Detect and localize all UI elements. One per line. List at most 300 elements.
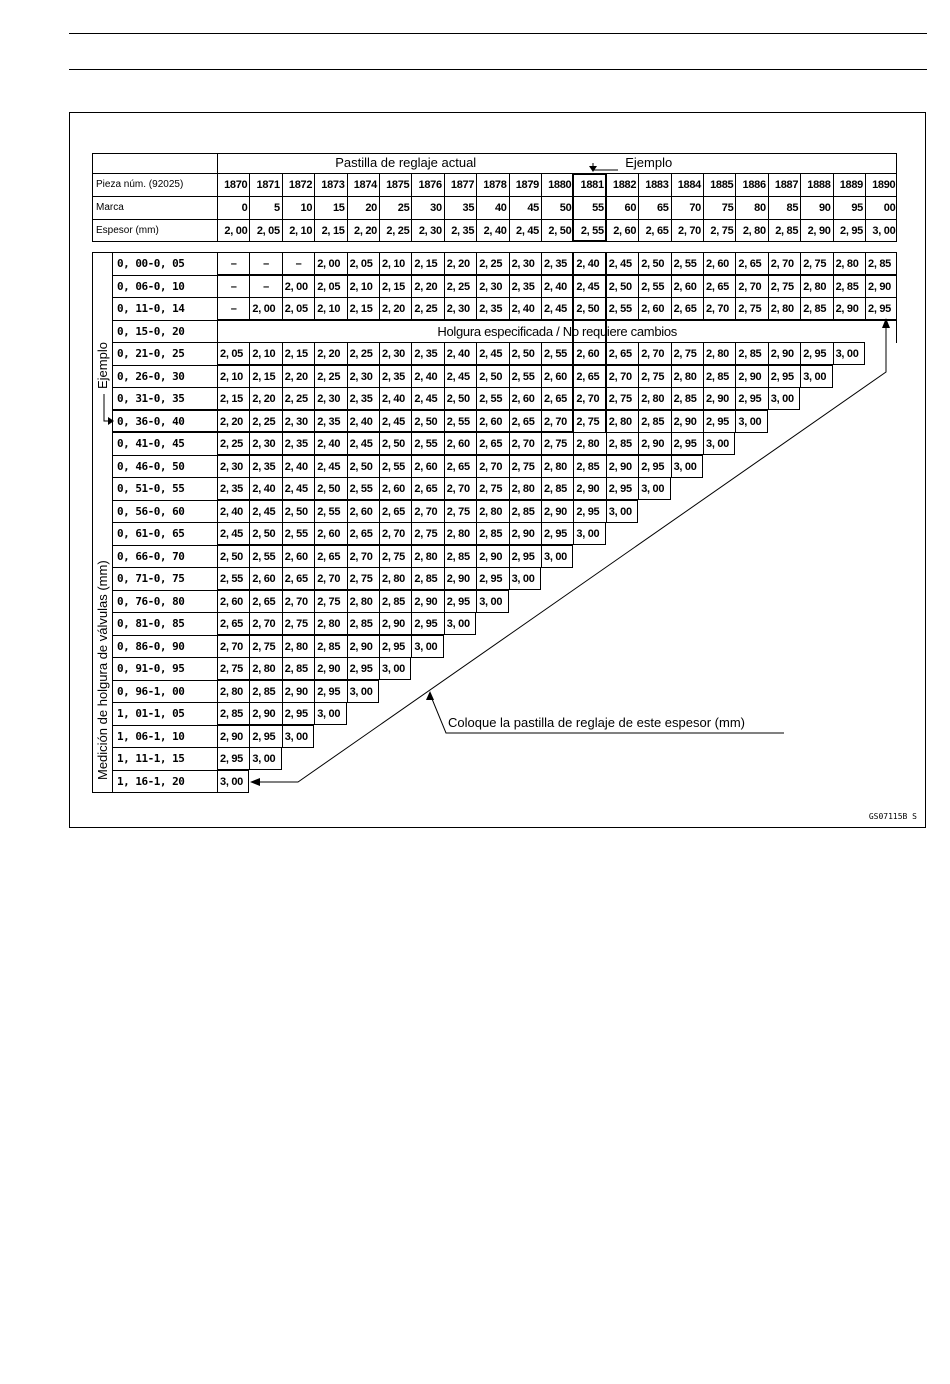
clearance-cell: 2, 95 [865, 297, 897, 320]
clearance-cell: 2, 70 [347, 545, 379, 568]
clearance-cell: 2, 95 [379, 635, 411, 658]
clearance-cell: 2, 90 [541, 500, 573, 523]
clearance-cell: 2, 65 [703, 275, 735, 298]
clearance-cell: 2, 95 [800, 342, 832, 365]
clearance-row-label: 0, 71-0, 75 [112, 567, 217, 590]
clearance-cell: 3, 00 [703, 432, 735, 455]
clearance-cell: 2, 85 [541, 477, 573, 500]
clearance-cell: 2, 90 [606, 455, 638, 478]
header-thickness-cell: 2, 30 [411, 219, 443, 242]
clearance-cell: 2, 65 [573, 365, 605, 388]
clearance-cell: 2, 00 [282, 275, 314, 298]
clearance-cell: 2, 55 [249, 545, 281, 568]
clearance-cell: 2, 50 [509, 342, 541, 365]
clearance-cell: 2, 45 [411, 387, 443, 410]
clearance-cell: 2, 95 [509, 545, 541, 568]
clearance-cell: 2, 60 [347, 500, 379, 523]
clearance-cell: 2, 55 [314, 500, 346, 523]
header-highlight-box [572, 173, 606, 242]
clearance-cell: 2, 25 [347, 342, 379, 365]
figure-code: GS07115B S [868, 812, 917, 821]
clearance-cell: 2, 60 [282, 545, 314, 568]
clearance-cell: 2, 20 [444, 252, 476, 275]
clearance-cell: – [282, 252, 314, 275]
clearance-row-label: 0, 81-0, 85 [112, 612, 217, 635]
clearance-cell: 2, 95 [768, 365, 800, 388]
clearance-cell: 2, 75 [249, 635, 281, 658]
header-mark-cell: 5 [249, 196, 281, 219]
clearance-cell: 2, 70 [703, 297, 735, 320]
clearance-cell: 2, 00 [249, 297, 281, 320]
header-part-number-cell: 1870 [217, 173, 249, 196]
clearance-cell: 2, 25 [444, 275, 476, 298]
clearance-cell: 2, 95 [249, 725, 281, 748]
clearance-cell: 2, 75 [379, 545, 411, 568]
side-vertical-label: Medición de holgura de válvulas (mm) [95, 560, 110, 780]
clearance-cell: 2, 85 [476, 522, 508, 545]
header-thickness-cell: 3, 00 [865, 219, 897, 242]
clearance-cell: 2, 30 [282, 410, 314, 433]
header-thickness-cell: 2, 60 [606, 219, 638, 242]
clearance-cell: 3, 00 [476, 590, 508, 613]
clearance-cell: 2, 80 [606, 410, 638, 433]
clearance-cell: 2, 80 [347, 590, 379, 613]
clearance-cell: 2, 75 [314, 590, 346, 613]
clearance-cell: 2, 90 [735, 365, 767, 388]
clearance-cell: 3, 00 [541, 545, 573, 568]
header-thickness-cell: 2, 90 [800, 219, 832, 242]
clearance-cell: 2, 15 [282, 342, 314, 365]
clearance-cell: 2, 55 [379, 455, 411, 478]
clearance-cell: 2, 40 [444, 342, 476, 365]
clearance-cell: 2, 25 [249, 410, 281, 433]
clearance-cell: 2, 85 [217, 702, 249, 725]
header-row-label-thickness: Espesor (mm) [92, 219, 217, 242]
clearance-cell: 2, 90 [217, 725, 249, 748]
clearance-cell: 2, 70 [735, 275, 767, 298]
clearance-row-label: 0, 66-0, 70 [112, 545, 217, 568]
clearance-cell: 2, 75 [444, 500, 476, 523]
clearance-cell: 3, 00 [411, 635, 443, 658]
clearance-cell: 2, 45 [217, 522, 249, 545]
clearance-cell: 2, 35 [476, 297, 508, 320]
clearance-cell: 2, 80 [282, 635, 314, 658]
clearance-cell: 2, 75 [476, 477, 508, 500]
clearance-cell: 2, 50 [573, 297, 605, 320]
clearance-cell: 2, 70 [444, 477, 476, 500]
clearance-cell: 2, 55 [444, 410, 476, 433]
clearance-cell: 2, 85 [703, 365, 735, 388]
clearance-cell: 2, 60 [671, 275, 703, 298]
header-thickness-cell: 2, 05 [249, 219, 281, 242]
clearance-row-label: 0, 51-0, 55 [112, 477, 217, 500]
clearance-row-label: 0, 00-0, 05 [112, 252, 217, 275]
clearance-row-label: 0, 26-0, 30 [112, 365, 217, 388]
clearance-cell: – [217, 275, 249, 298]
clearance-cell: 2, 40 [573, 252, 605, 275]
clearance-cell: 2, 80 [314, 612, 346, 635]
clearance-cell: 2, 45 [249, 500, 281, 523]
clearance-cell: 2, 70 [379, 522, 411, 545]
clearance-cell: 2, 70 [573, 387, 605, 410]
header-part-number-cell: 1877 [444, 173, 476, 196]
header-thickness-cell: 2, 80 [735, 219, 767, 242]
clearance-row-label: 1, 11-1, 15 [112, 747, 217, 770]
header-thickness-cell: 2, 25 [379, 219, 411, 242]
clearance-cell: 2, 50 [444, 387, 476, 410]
clearance-cell: 2, 85 [833, 275, 865, 298]
clearance-cell: 2, 85 [735, 342, 767, 365]
clearance-cell: 2, 80 [541, 455, 573, 478]
clearance-cell: 2, 70 [217, 635, 249, 658]
clearance-cell: 2, 70 [638, 342, 670, 365]
clearance-cell: 2, 20 [314, 342, 346, 365]
clearance-cell: 3, 00 [282, 725, 314, 748]
clearance-cell: 2, 60 [314, 522, 346, 545]
clearance-row-label: 0, 61-0, 65 [112, 522, 217, 545]
clearance-cell: 2, 80 [800, 275, 832, 298]
clearance-row-label: 0, 36-0, 40 [112, 410, 217, 433]
clearance-cell: 2, 90 [768, 342, 800, 365]
clearance-cell: 2, 40 [282, 455, 314, 478]
clearance-cell: 2, 30 [476, 275, 508, 298]
clearance-cell: 2, 85 [573, 455, 605, 478]
clearance-cell: – [249, 275, 281, 298]
clearance-cell: 2, 40 [217, 500, 249, 523]
clearance-cell: 2, 95 [735, 387, 767, 410]
clearance-cell: 2, 70 [606, 365, 638, 388]
clearance-cell: 3, 00 [800, 365, 832, 388]
clearance-cell: 2, 55 [476, 387, 508, 410]
header-mark-cell: 20 [347, 196, 379, 219]
clearance-cell: 2, 60 [573, 342, 605, 365]
header-thickness-cell: 2, 20 [347, 219, 379, 242]
clearance-row-label: 1, 01-1, 05 [112, 702, 217, 725]
header-part-number-cell: 1871 [249, 173, 281, 196]
clearance-cell: 2, 65 [347, 522, 379, 545]
clearance-cell: 2, 75 [735, 297, 767, 320]
clearance-cell: 2, 35 [379, 365, 411, 388]
clearance-cell: 2, 50 [347, 455, 379, 478]
clearance-cell: 2, 10 [314, 297, 346, 320]
clearance-cell: 2, 85 [509, 500, 541, 523]
clearance-cell: 2, 70 [249, 612, 281, 635]
header-part-number-cell: 1886 [735, 173, 767, 196]
clearance-cell: 2, 45 [573, 275, 605, 298]
header-part-number-cell: 1889 [833, 173, 865, 196]
clearance-cell: 2, 30 [444, 297, 476, 320]
clearance-cell: 2, 85 [314, 635, 346, 658]
clearance-cell: 2, 40 [347, 410, 379, 433]
clearance-cell: 2, 55 [671, 252, 703, 275]
clearance-cell: 2, 35 [347, 387, 379, 410]
header-mark-cell: 90 [800, 196, 832, 219]
clearance-cell: 2, 75 [509, 455, 541, 478]
header-part-number-cell: 1880 [541, 173, 573, 196]
clearance-cell: 2, 40 [314, 432, 346, 455]
clearance-cell: 2, 90 [865, 275, 897, 298]
clearance-cell: 2, 80 [379, 567, 411, 590]
clearance-cell: 2, 90 [509, 522, 541, 545]
clearance-cell: 2, 40 [379, 387, 411, 410]
clearance-cell: 2, 70 [314, 567, 346, 590]
clearance-cell: 2, 60 [638, 297, 670, 320]
clearance-cell: 2, 85 [444, 545, 476, 568]
clearance-cell: 2, 90 [411, 590, 443, 613]
clearance-cell: 3, 00 [444, 612, 476, 635]
clearance-cell: 2, 55 [509, 365, 541, 388]
clearance-cell: 2, 95 [606, 477, 638, 500]
clearance-cell: 3, 00 [735, 410, 767, 433]
clearance-cell: 2, 95 [638, 455, 670, 478]
clearance-cell: 2, 05 [217, 342, 249, 365]
header-mark-cell: 55 [573, 196, 605, 219]
header-part-number-cell: 1875 [379, 173, 411, 196]
header-part-number-cell: 1887 [768, 173, 800, 196]
header-mark-cell: 80 [735, 196, 767, 219]
clearance-row-label: 0, 21-0, 25 [112, 342, 217, 365]
clearance-cell: 2, 50 [282, 500, 314, 523]
clearance-cell: 2, 65 [671, 297, 703, 320]
clearance-cell: 2, 30 [347, 365, 379, 388]
clearance-cell: 2, 55 [217, 567, 249, 590]
clearance-cell: 2, 90 [476, 545, 508, 568]
clearance-cell: 3, 00 [314, 702, 346, 725]
clearance-cell: 2, 35 [217, 477, 249, 500]
header-mark-cell: 45 [509, 196, 541, 219]
clearance-cell: 2, 35 [541, 252, 573, 275]
clearance-cell: 2, 65 [379, 500, 411, 523]
header-thickness-cell: 2, 45 [509, 219, 541, 242]
clearance-cell: 2, 95 [411, 612, 443, 635]
clearance-cell: 2, 80 [833, 252, 865, 275]
clearance-cell: 2, 70 [509, 432, 541, 455]
clearance-cell: 2, 65 [476, 432, 508, 455]
clearance-cell: 2, 75 [768, 275, 800, 298]
clearance-cell: 2, 95 [314, 680, 346, 703]
clearance-cell: 2, 35 [411, 342, 443, 365]
clearance-cell: 2, 30 [249, 432, 281, 455]
header-part-number-cell: 1879 [509, 173, 541, 196]
header-mark-cell: 85 [768, 196, 800, 219]
clearance-cell: 2, 15 [217, 387, 249, 410]
clearance-cell: – [249, 252, 281, 275]
clearance-cell: 2, 65 [444, 455, 476, 478]
clearance-cell: 2, 25 [282, 387, 314, 410]
clearance-cell: 2, 85 [638, 410, 670, 433]
clearance-row-label: 0, 46-0, 50 [112, 455, 217, 478]
clearance-cell: 3, 00 [638, 477, 670, 500]
header-mark-cell: 60 [606, 196, 638, 219]
clearance-cell: 2, 85 [249, 680, 281, 703]
clearance-cell: 2, 50 [217, 545, 249, 568]
header-part-number-cell: 1883 [638, 173, 670, 196]
clearance-cell: 2, 90 [703, 387, 735, 410]
clearance-cell: 2, 80 [249, 657, 281, 680]
header-part-number-cell: 1874 [347, 173, 379, 196]
clearance-cell: 2, 90 [444, 567, 476, 590]
clearance-cell: 2, 00 [314, 252, 346, 275]
clearance-cell: 2, 90 [379, 612, 411, 635]
header-mark-cell: 35 [444, 196, 476, 219]
clearance-cell: 2, 90 [638, 432, 670, 455]
clearance-cell: 2, 30 [509, 252, 541, 275]
clearance-row-label: 1, 16-1, 20 [112, 770, 217, 793]
clearance-cell: 2, 55 [541, 342, 573, 365]
top-rule [69, 33, 927, 34]
clearance-cell: 2, 95 [671, 432, 703, 455]
header-thickness-cell: 2, 70 [671, 219, 703, 242]
clearance-cell: 2, 10 [379, 252, 411, 275]
clearance-cell: 2, 45 [606, 252, 638, 275]
header-part-number-cell: 1885 [703, 173, 735, 196]
header-thickness-cell: 2, 15 [314, 219, 346, 242]
clearance-cell: 2, 50 [476, 365, 508, 388]
clearance-cell: 2, 40 [541, 275, 573, 298]
clearance-cell: 2, 25 [217, 432, 249, 455]
callout-text: Coloque la pastilla de reglaje de este espesor (mm) [448, 715, 745, 730]
clearance-cell: 2, 50 [314, 477, 346, 500]
header-part-number-cell: 1888 [800, 173, 832, 196]
clearance-cell: 2, 65 [606, 342, 638, 365]
clearance-cell: 2, 15 [411, 252, 443, 275]
clearance-cell: 2, 10 [217, 365, 249, 388]
clearance-cell: 2, 80 [638, 387, 670, 410]
clearance-cell: 2, 80 [411, 545, 443, 568]
header-thickness-cell: 2, 35 [444, 219, 476, 242]
clearance-cell: 2, 95 [476, 567, 508, 590]
clearance-cell: 2, 90 [671, 410, 703, 433]
clearance-cell: 3, 00 [379, 657, 411, 680]
clearance-cell: 2, 85 [347, 612, 379, 635]
clearance-cell: 2, 20 [282, 365, 314, 388]
specified-clearance-row: Holgura especificada / No requiere cambios [217, 320, 897, 343]
clearance-cell: 2, 45 [476, 342, 508, 365]
clearance-row-label: 0, 31-0, 35 [112, 387, 217, 410]
example-row-highlight [112, 409, 573, 434]
header-row-label-part-number: Pieza núm. (92025) [92, 173, 217, 196]
clearance-cell: 2, 55 [638, 275, 670, 298]
header-part-number-cell: 1872 [282, 173, 314, 196]
clearance-cell: 2, 35 [249, 455, 281, 478]
clearance-cell: 3, 00 [509, 567, 541, 590]
clearance-cell: 2, 85 [865, 252, 897, 275]
clearance-cell: 2, 35 [282, 432, 314, 455]
header-mark-cell: 00 [865, 196, 897, 219]
clearance-cell: 2, 60 [541, 365, 573, 388]
clearance-cell: 2, 70 [541, 410, 573, 433]
header-thickness-cell: 2, 50 [541, 219, 573, 242]
clearance-cell: 2, 60 [509, 387, 541, 410]
clearance-cell: 2, 95 [217, 747, 249, 770]
header-mark-cell: 40 [476, 196, 508, 219]
header-part-number-cell: 1882 [606, 173, 638, 196]
clearance-cell: 2, 90 [833, 297, 865, 320]
header-example-label: Ejemplo [625, 155, 673, 170]
clearance-cell: 2, 80 [573, 432, 605, 455]
clearance-cell: 2, 85 [671, 387, 703, 410]
clearance-cell: 2, 65 [541, 387, 573, 410]
clearance-cell: 2, 20 [217, 410, 249, 433]
clearance-cell: 2, 30 [217, 455, 249, 478]
clearance-cell: 3, 00 [249, 747, 281, 770]
clearance-cell: 3, 00 [217, 770, 249, 793]
clearance-cell: 2, 60 [217, 590, 249, 613]
clearance-row-label: 0, 86-0, 90 [112, 635, 217, 658]
clearance-cell: 2, 55 [606, 297, 638, 320]
clearance-cell: 2, 75 [541, 432, 573, 455]
header-part-number-cell: 1876 [411, 173, 443, 196]
clearance-row-label: 0, 15-0, 20 [112, 320, 217, 343]
clearance-cell: 2, 80 [703, 342, 735, 365]
clearance-cell: 2, 60 [444, 432, 476, 455]
clearance-cell: 2, 20 [411, 275, 443, 298]
header-mark-cell: 25 [379, 196, 411, 219]
clearance-cell: 2, 50 [606, 275, 638, 298]
clearance-cell: 3, 00 [768, 387, 800, 410]
clearance-cell: 2, 65 [411, 477, 443, 500]
clearance-cell: 2, 95 [282, 702, 314, 725]
clearance-cell: 2, 40 [509, 297, 541, 320]
header-mark-cell: 30 [411, 196, 443, 219]
clearance-row-label: 0, 41-0, 45 [112, 432, 217, 455]
clearance-cell: 2, 65 [249, 590, 281, 613]
clearance-cell: 2, 95 [541, 522, 573, 545]
clearance-cell: 2, 65 [314, 545, 346, 568]
header-thickness-cell: 2, 55 [573, 219, 605, 242]
clearance-cell: 3, 00 [347, 680, 379, 703]
clearance-cell: 2, 80 [476, 500, 508, 523]
header-mark-cell: 70 [671, 196, 703, 219]
clearance-cell: 2, 55 [347, 477, 379, 500]
clearance-row-label: 0, 56-0, 60 [112, 500, 217, 523]
clearance-cell: 2, 45 [347, 432, 379, 455]
clearance-cell: 2, 75 [282, 612, 314, 635]
clearance-cell: 2, 85 [379, 590, 411, 613]
clearance-cell: 2, 95 [703, 410, 735, 433]
clearance-cell: 2, 50 [638, 252, 670, 275]
clearance-cell: 2, 60 [249, 567, 281, 590]
header-thickness-cell: 2, 95 [833, 219, 865, 242]
clearance-cell: 2, 50 [379, 432, 411, 455]
clearance-cell: 2, 90 [347, 635, 379, 658]
clearance-cell: 2, 45 [379, 410, 411, 433]
clearance-cell: 2, 75 [217, 657, 249, 680]
clearance-cell: 2, 70 [476, 455, 508, 478]
clearance-cell: 2, 10 [347, 275, 379, 298]
clearance-cell: 2, 50 [411, 410, 443, 433]
clearance-cell: 2, 80 [217, 680, 249, 703]
clearance-row-label: 0, 06-0, 10 [112, 275, 217, 298]
header-thickness-cell: 2, 85 [768, 219, 800, 242]
clearance-cell: 2, 75 [347, 567, 379, 590]
clearance-cell: 2, 05 [282, 297, 314, 320]
header-title-spacer [92, 153, 217, 173]
clearance-cell: 2, 20 [249, 387, 281, 410]
clearance-cell: 2, 25 [314, 365, 346, 388]
clearance-cell: 2, 90 [282, 680, 314, 703]
clearance-cell: 2, 90 [573, 477, 605, 500]
clearance-cell: 2, 55 [411, 432, 443, 455]
clearance-cell: 2, 30 [314, 387, 346, 410]
clearance-cell: 2, 80 [509, 477, 541, 500]
header-part-number-cell: 1890 [865, 173, 897, 196]
clearance-cell: 2, 65 [735, 252, 767, 275]
clearance-cell: 2, 70 [768, 252, 800, 275]
header-thickness-cell: 2, 65 [638, 219, 670, 242]
clearance-cell: 2, 30 [379, 342, 411, 365]
clearance-cell: 2, 50 [249, 522, 281, 545]
